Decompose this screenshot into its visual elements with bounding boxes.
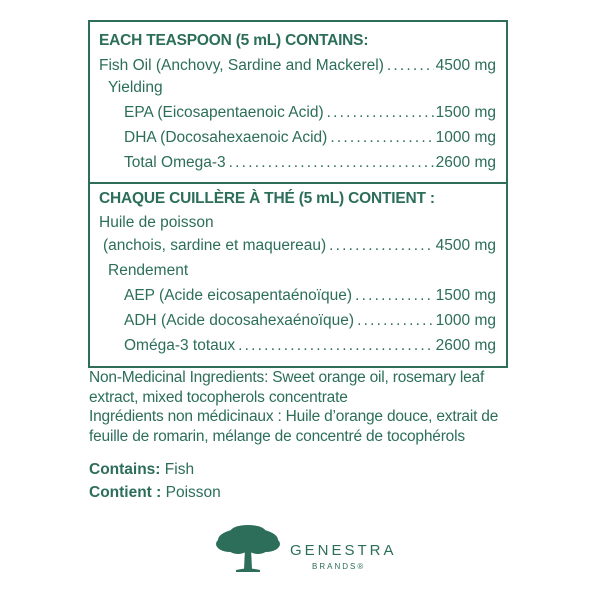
leader-dots	[329, 235, 434, 257]
allergen-value: Fish	[164, 461, 195, 478]
ingredient-name: AEP (Acide eicosapentaénoïque)	[124, 287, 353, 304]
ingredient-name: Fish Oil (Anchovy, Sardine and Mackerel)	[99, 57, 384, 74]
non-medicinal-ingredients	[89, 368, 519, 446]
leader-dots	[229, 152, 434, 174]
ingredient-amount: 2600 mg	[435, 337, 496, 354]
ingredient-amount: 4500 mg	[435, 237, 496, 254]
ingredient-name: EPA (Eicosapentaenoic Acid)	[124, 104, 324, 121]
yielding-label-fr: Rendement	[108, 262, 189, 279]
ingredient-amount: 2600 mg	[435, 154, 496, 171]
allergen-english	[89, 459, 194, 481]
row-omega-fr	[124, 335, 496, 357]
row-epa-fr	[124, 285, 496, 307]
english-heading: EACH TEASPOON (5 mL) CONTAINS:	[99, 32, 369, 49]
yielding-label-en: Yielding	[108, 79, 163, 96]
row-omega-en	[124, 152, 496, 174]
tree-icon	[214, 524, 282, 580]
brand-subtitle: BRANDS®	[312, 562, 366, 571]
allergen-french	[89, 482, 221, 504]
ingredient-name: Total Omega-3	[124, 154, 226, 171]
ingredient-name: DHA (Docosahexaenoic Acid)	[124, 129, 328, 146]
ingredients-french: Ingrédients non médicinaux : Huile d’orange douce, extrait de feuille de romarin, mélange de concentré de tocophérols	[89, 408, 499, 445]
ingredient-name: (anchois, sardine et maquereau)	[103, 237, 327, 254]
leader-dots	[355, 285, 434, 307]
leader-dots	[330, 127, 433, 149]
leader-dots	[357, 310, 434, 332]
ingredient-name: ADH (Acide docosahexaénoïque)	[124, 312, 355, 329]
supplement-facts-box	[88, 20, 508, 368]
row-fish-oil-fr	[103, 235, 496, 257]
ingredients-english: Non-Medicinal Ingredients: Sweet orange oil, rosemary leaf extract, mixed tocopherols concentrate	[89, 369, 485, 406]
leader-dots	[387, 55, 434, 77]
leader-dots	[238, 335, 434, 357]
ingredient-amount: 1000 mg	[435, 129, 496, 146]
ingredient-amount: 1000 mg	[435, 312, 496, 329]
genestra-logo	[214, 524, 397, 580]
leader-dots	[327, 102, 434, 124]
allergen-value: Poisson	[165, 484, 221, 501]
row-fish-oil-en	[99, 55, 496, 77]
ingredient-amount: 1500 mg	[435, 104, 496, 121]
ingredient-amount: 1500 mg	[435, 287, 496, 304]
ingredient-name: Oméga-3 totaux	[124, 337, 236, 354]
row-dha-en	[124, 127, 496, 149]
brand-name: GENESTRA	[290, 542, 397, 559]
allergen-label: Contient :	[89, 484, 162, 501]
ingredient-amount: 4500 mg	[435, 57, 496, 74]
allergen-label: Contains:	[89, 461, 161, 478]
section-divider	[90, 182, 506, 184]
row-dha-fr	[124, 310, 496, 332]
french-heading: CHAQUE CUILLÈRE À THÉ (5 mL) CONTIENT :	[99, 190, 435, 207]
row-epa-en	[124, 102, 496, 124]
fish-oil-label-fr: Huile de poisson	[99, 214, 214, 231]
